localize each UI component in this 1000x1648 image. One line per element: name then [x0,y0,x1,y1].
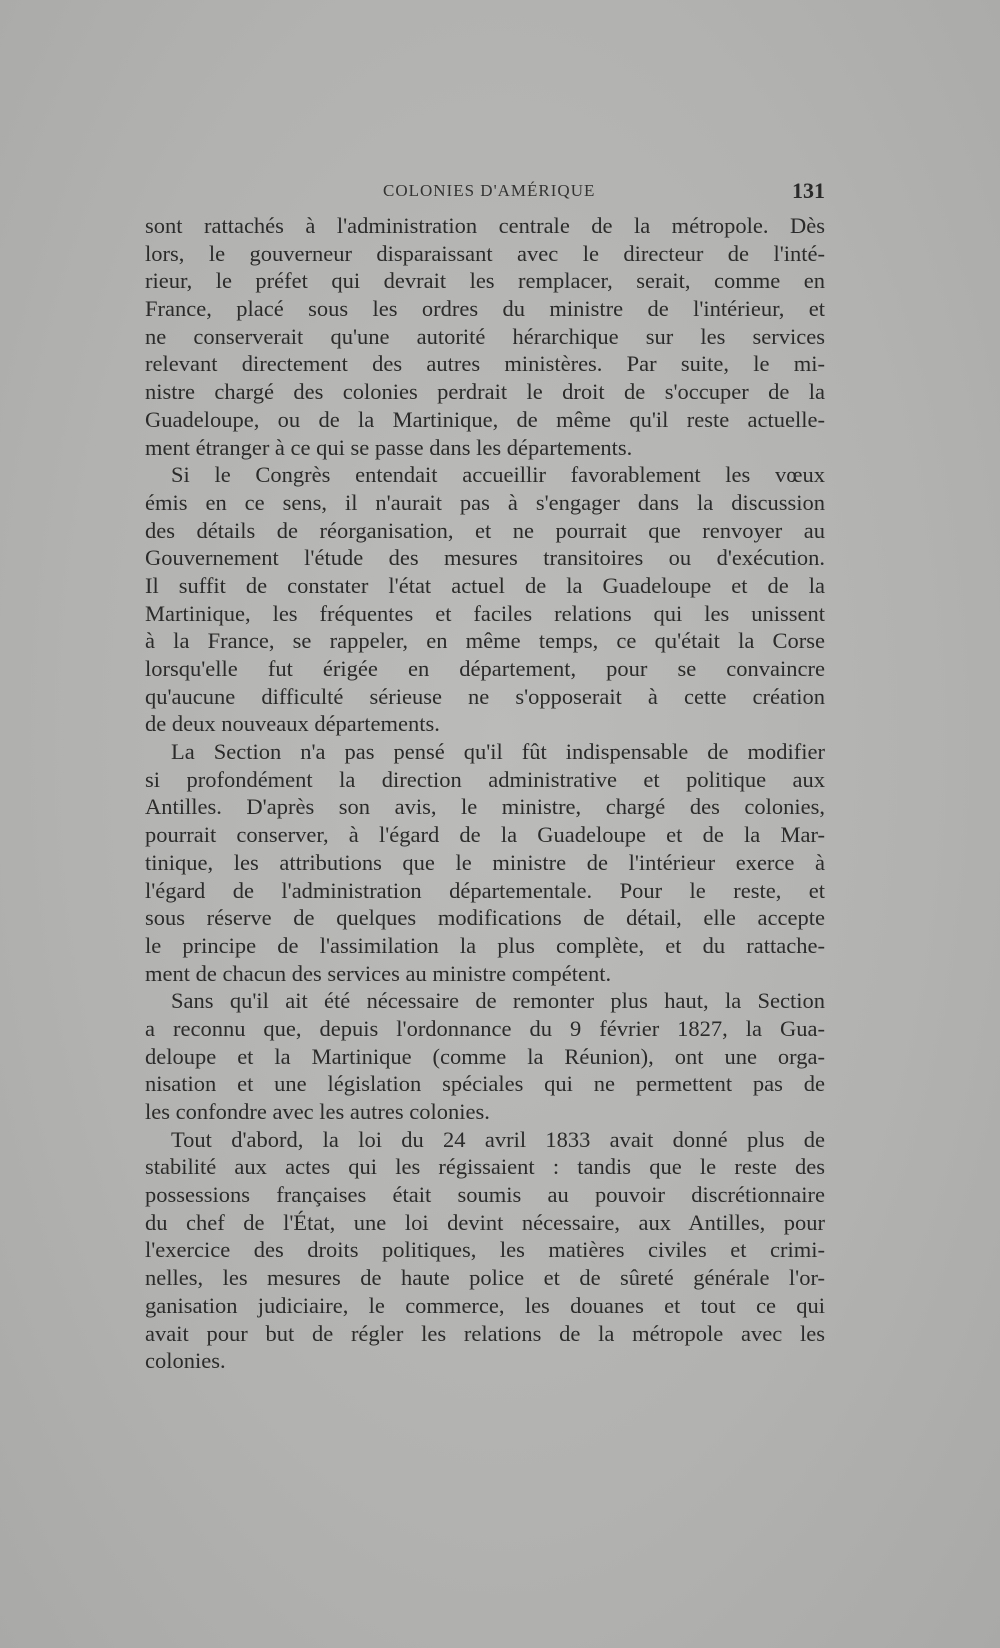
text-line: avait pour but de régler les relations de la métropole avec les [145,1320,825,1346]
paragraph-start-line: Sans qu'il ait été nécessaire de remonter plus haut, la Section [171,988,825,1014]
text-line: Martinique, les fréquentes et faciles relations qui les unissent [145,600,825,626]
text-line: nelles, les mesures de haute police et de sûreté générale l'or- [145,1265,825,1291]
text-line: pourrait conserver, à l'égard de la Guadeloupe et de la Mar- [145,822,825,848]
text-line: les confondre avec les autres colonies. [145,1099,490,1124]
text-line: Gouvernement l'étude des mesures transitoires ou d'exécution. [145,545,825,571]
text-line: nistre chargé des colonies perdrait le droit de s'occuper de la [145,379,825,405]
text-line: des détails de réorganisation, et ne pourrait que renvoyer au [145,517,825,543]
paragraph-start-line: Tout d'abord, la loi du 24 avril 1833 avait donné plus de [171,1126,825,1152]
text-line: nisation et une législation spéciales qui ne permettent pas de [145,1071,825,1097]
text-line: ne conserverait qu'une autorité hérarchique sur les services [145,323,825,349]
paragraph-start-line: Si le Congrès entendait accueillir favorablement les vœux [171,462,825,488]
text-line: ganisation judiciaire, le commerce, les douanes et tout ce qui [145,1292,825,1318]
paragraph-start-line: La Section n'a pas pensé qu'il fût indispensable de modifier [171,739,825,765]
text-line: sont rattachés à l'administration centrale de la métropole. Dès [145,213,825,238]
text-line: rieur, le préfet qui devrait les remplacer, serait, comme en [145,268,825,294]
text-line: France, placé sous les ordres du ministre de l'intérieur, et [145,296,825,322]
text-line: sous réserve de quelques modifications de détail, elle accepte [145,905,825,931]
text-line: ment étranger à ce qui se passe dans les départements. [145,434,633,460]
body-text [145,212,825,1375]
text-line: tinique, les attributions que le ministre de l'intérieur exerce à [145,849,825,875]
text-line: lorsqu'elle fut érigée en département, pour se convaincre [145,656,825,681]
text-line: possessions françaises était soumis au pouvoir discrétionnaire [145,1182,825,1208]
text-line: du chef de l'État, une loi devint nécessaire, aux Antilles, pour [145,1209,825,1235]
text-line: l'égard de l'administration départementale. Pour le reste, et [145,877,825,903]
text-line: ment de chacun des services au ministre compétent. [145,960,612,986]
text-line: à la France, se rappeler, en même temps, ce qu'était la Corse [145,628,825,654]
text-line: a reconnu que, depuis l'ordonnance du 9 février 1827, la Gua- [145,1015,825,1041]
text-line: émis en ce sens, il n'aurait pas à s'engager dans la discussion [145,489,825,515]
text-line: l'exercice des droits politiques, les matières civiles et crimi- [145,1237,825,1263]
text-line: de deux nouveaux départements. [145,711,440,737]
running-head-title: COLONIES D'AMÉRIQUE [383,181,596,200]
text-line: relevant directement des autres ministères. Par suite, le mi- [145,351,825,377]
text-line: Il suffit de constater l'état actuel de la Guadeloupe et de la [145,572,825,598]
text-line: colonies. [145,1348,226,1374]
text-line: Antilles. D'après son avis, le ministre, chargé des colonies, [145,794,825,820]
text-line: si profondément la direction administrative et politique aux [145,766,825,792]
running-head [145,178,825,207]
text-line: le principe de l'assimilation la plus complète, et du rattache- [145,932,825,958]
text-line: stabilité aux actes qui les régissaient : tandis que le reste des [145,1154,825,1180]
text-line: qu'aucune difficulté sérieuse ne s'opposerait à cette création [145,683,825,709]
text-line: Guadeloupe, ou de la Martinique, de même qu'il reste actuelle- [145,406,825,432]
text-line: deloupe et la Martinique (comme la Réunion), ont une orga- [145,1043,825,1069]
page-number: 131 [792,178,825,203]
text-line: lors, le gouverneur disparaissant avec le directeur de l'inté- [145,240,825,266]
